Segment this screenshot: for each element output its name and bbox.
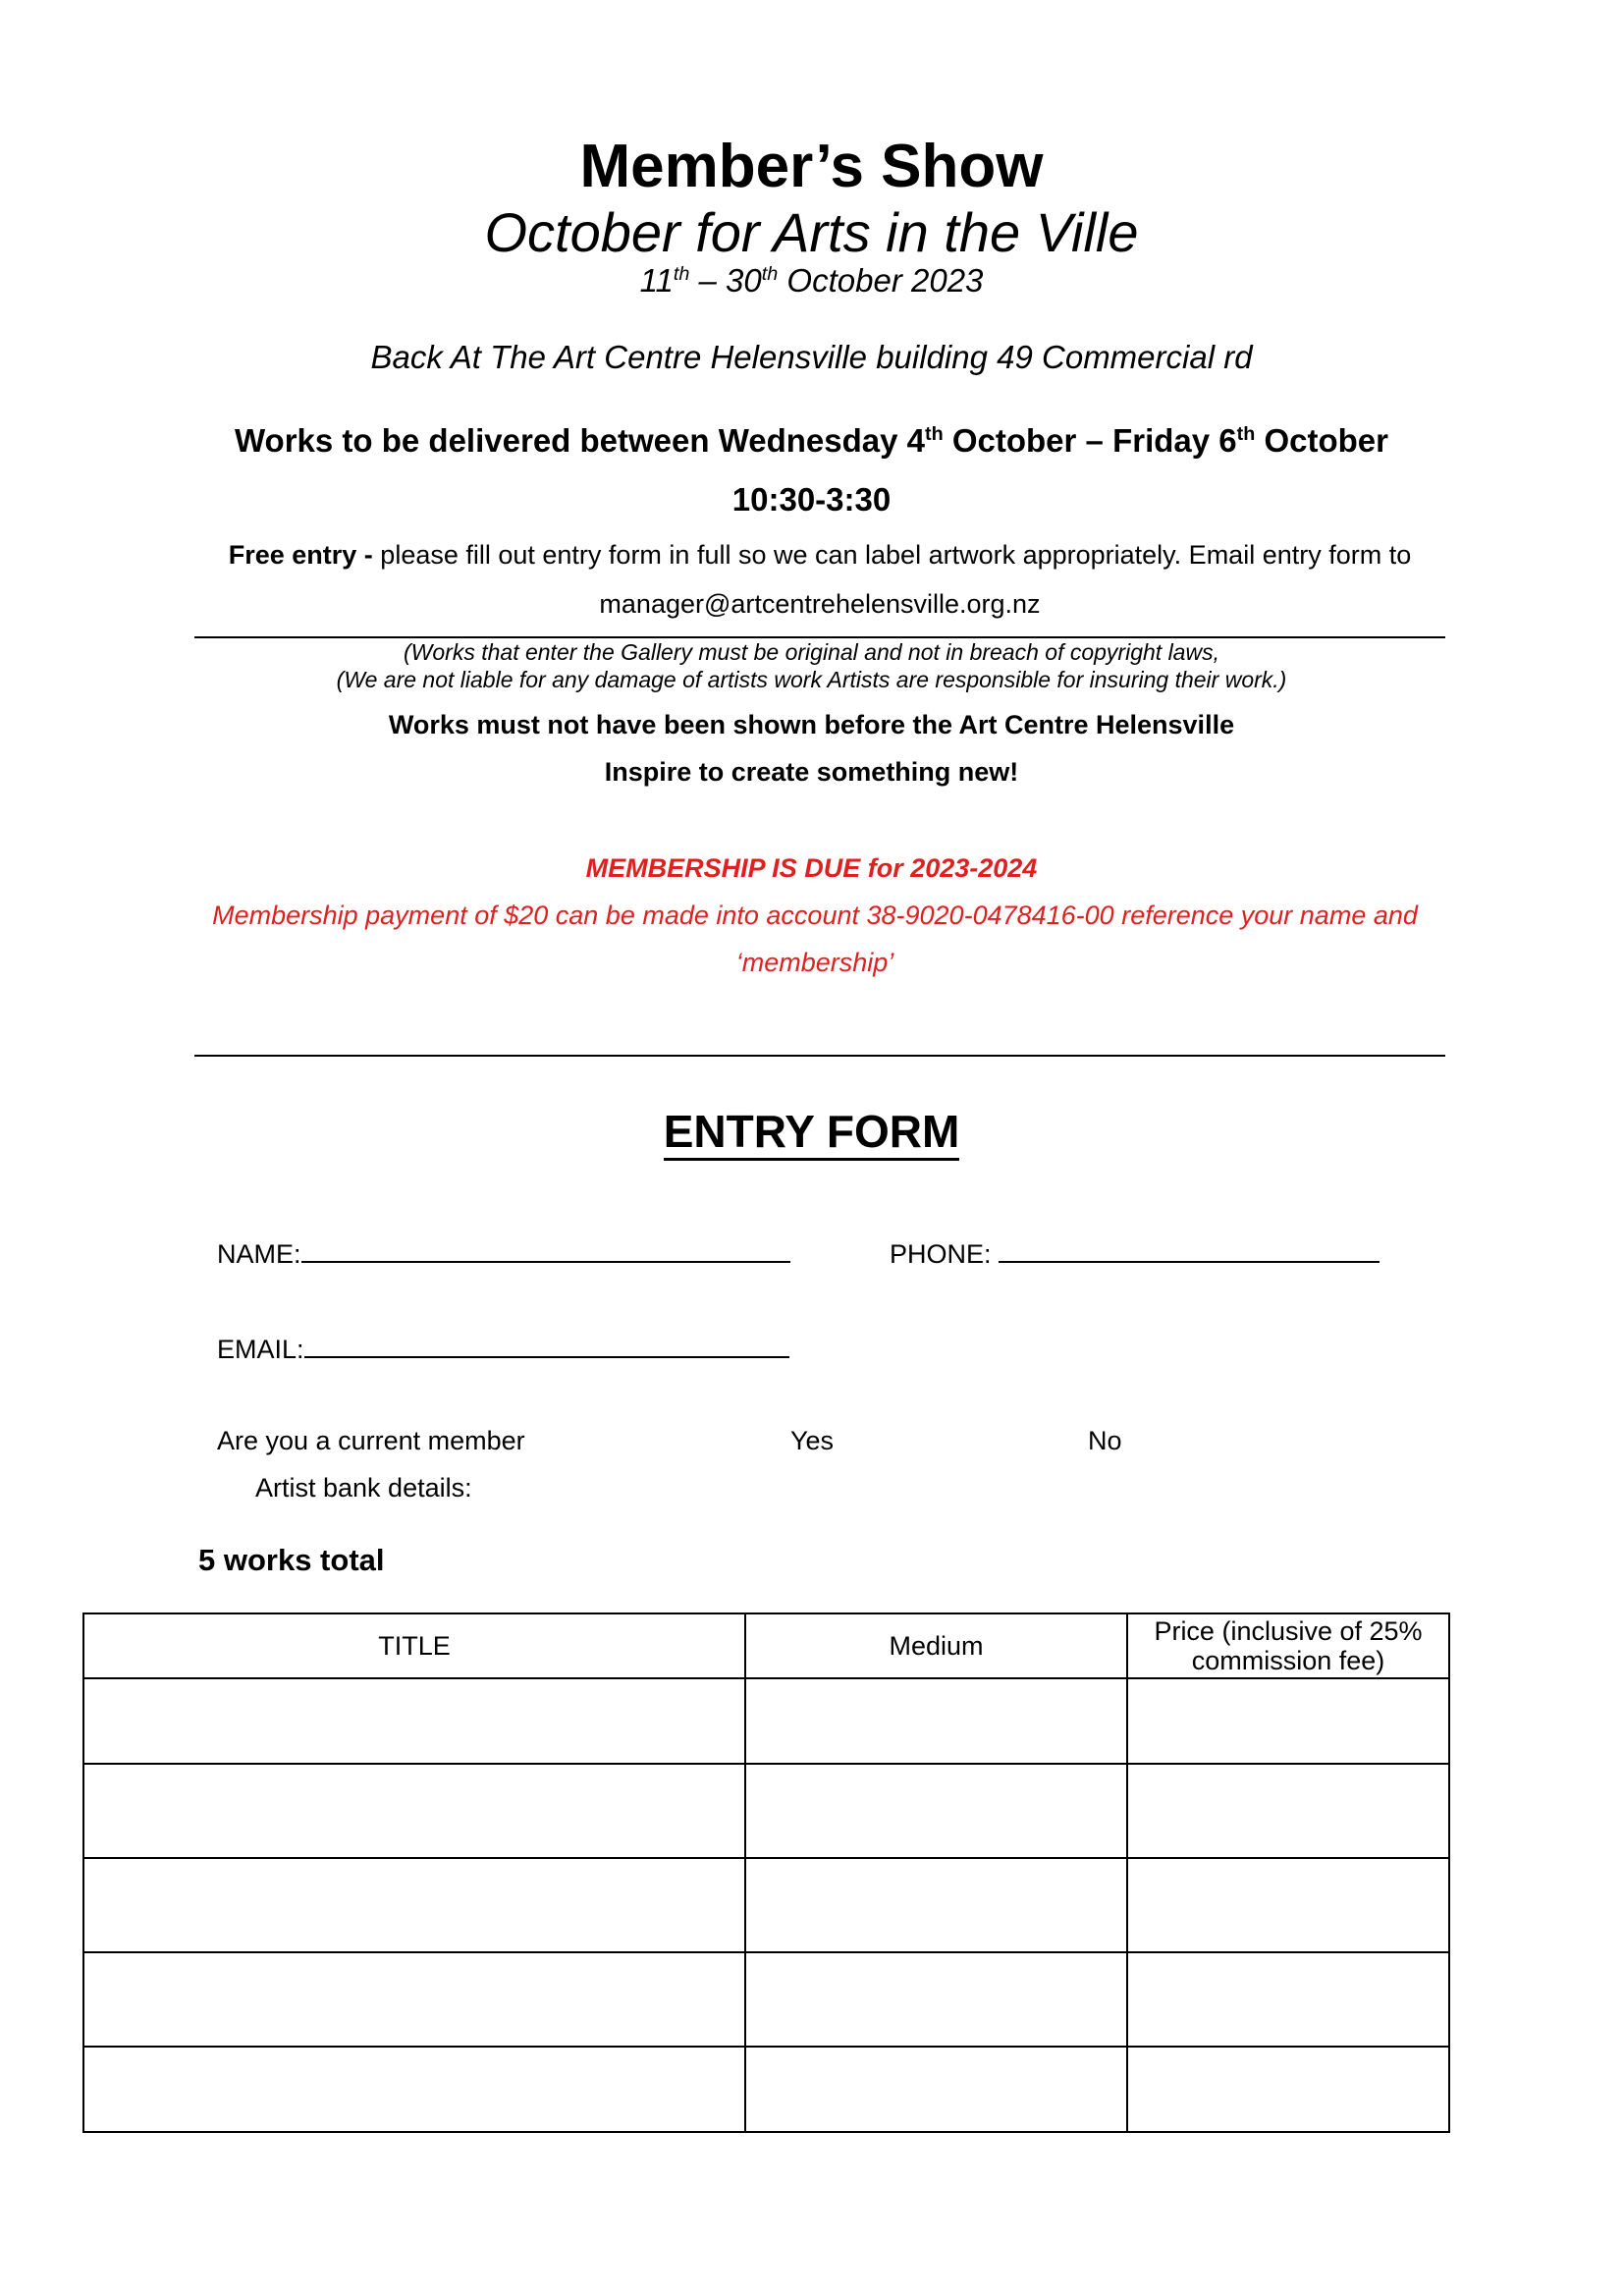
free-entry-label: Free entry - <box>228 540 373 570</box>
delivery-middle: October – Friday 6 <box>943 422 1237 459</box>
phone-field[interactable] <box>890 1235 1380 1271</box>
not-shown-rule: Works must not have been shown before the Art Centre Helensville <box>388 710 1235 739</box>
header-medium: Medium <box>745 1613 1127 1678</box>
name-field[interactable] <box>217 1235 790 1271</box>
disclaimer-line-2: (We are not liable for any damage of artists work Artists are responsible for insuring their work.) <box>336 667 1287 692</box>
works-total: 5 works total <box>198 1543 385 1577</box>
price-cell[interactable] <box>1127 2047 1449 2132</box>
event-dates <box>0 261 1623 301</box>
table-row <box>83 1952 1449 2047</box>
medium-cell[interactable] <box>745 1858 1127 1952</box>
email-field[interactable] <box>217 1331 789 1366</box>
delivery-prefix: Works to be delivered between Wednesday 4 <box>235 422 926 459</box>
phone-input-line[interactable] <box>999 1235 1380 1263</box>
works-table <box>82 1613 1450 2133</box>
member-yes-option[interactable]: Yes <box>790 1426 835 1455</box>
member-question: Are you a current member <box>217 1426 525 1455</box>
delivery-dates <box>0 420 1623 462</box>
medium-cell[interactable] <box>745 2047 1127 2132</box>
price-cell[interactable] <box>1127 1858 1449 1952</box>
event-subtitle: October for Arts in the Ville <box>484 201 1139 263</box>
start-day-suffix: th <box>673 263 690 285</box>
free-entry-text: please fill out entry form in full so we can label artwork appropriately. Email entry form to manager@artcentrehelensville.org.nz <box>372 540 1412 619</box>
entry-form-heading-text: ENTRY FORM <box>664 1106 960 1161</box>
medium-cell[interactable] <box>745 1764 1127 1858</box>
free-entry-note <box>196 530 1443 629</box>
price-cell[interactable] <box>1127 1678 1449 1764</box>
bank-details-label: Artist bank details: <box>255 1473 472 1503</box>
member-no-option[interactable]: No <box>1088 1426 1122 1455</box>
start-day: 11 <box>639 262 674 299</box>
title-cell[interactable] <box>83 1678 745 1764</box>
email-label: EMAIL: <box>217 1335 304 1364</box>
membership-payment: Membership payment of $20 can be made into account 38-9020-0478416-00 reference your name and ‘membership’ <box>212 901 1418 977</box>
name-label: NAME: <box>217 1239 301 1269</box>
date-rest: October 2023 <box>778 262 984 299</box>
venue-address: Back At The Art Centre Helensville building 49 Commercial rd <box>370 339 1253 375</box>
price-cell[interactable] <box>1127 1952 1449 2047</box>
table-row <box>83 1858 1449 1952</box>
disclaimer <box>0 638 1623 693</box>
phone-label: PHONE: <box>890 1239 992 1269</box>
delivery-sup-1: th <box>925 423 944 445</box>
title-cell[interactable] <box>83 2047 745 2132</box>
delivery-times: 10:30-3:30 <box>731 481 892 518</box>
table-row <box>83 1678 1449 1764</box>
date-separator: – <box>689 262 727 299</box>
header-title: TITLE <box>83 1613 745 1678</box>
table-header-row <box>83 1613 1449 1678</box>
inspire-note: Inspire to create something new! <box>604 757 1019 787</box>
title-cell[interactable] <box>83 1952 745 2047</box>
page-title: Member’s Show <box>579 133 1044 200</box>
disclaimer-line-1: (Works that enter the Gallery must be original and not in breach of copyright laws, <box>404 639 1219 665</box>
delivery-suffix: October <box>1255 422 1388 459</box>
name-input-line[interactable] <box>301 1235 790 1263</box>
price-cell[interactable] <box>1127 1764 1449 1858</box>
title-cell[interactable] <box>83 1858 745 1952</box>
medium-cell[interactable] <box>745 1952 1127 2047</box>
delivery-sup-2: th <box>1236 423 1256 445</box>
divider-bottom <box>194 1055 1445 1057</box>
table-row <box>83 2047 1449 2132</box>
end-day: 30 <box>726 262 762 299</box>
entry-form-heading <box>0 1104 1623 1159</box>
medium-cell[interactable] <box>745 1678 1127 1764</box>
header-price: Price (inclusive of 25% commission fee) <box>1127 1613 1449 1678</box>
title-cell[interactable] <box>83 1764 745 1858</box>
email-input-line[interactable] <box>304 1331 789 1358</box>
end-day-suffix: th <box>761 263 779 285</box>
membership-due: MEMBERSHIP IS DUE for 2023-2024 <box>585 853 1038 883</box>
table-row <box>83 1764 1449 1858</box>
